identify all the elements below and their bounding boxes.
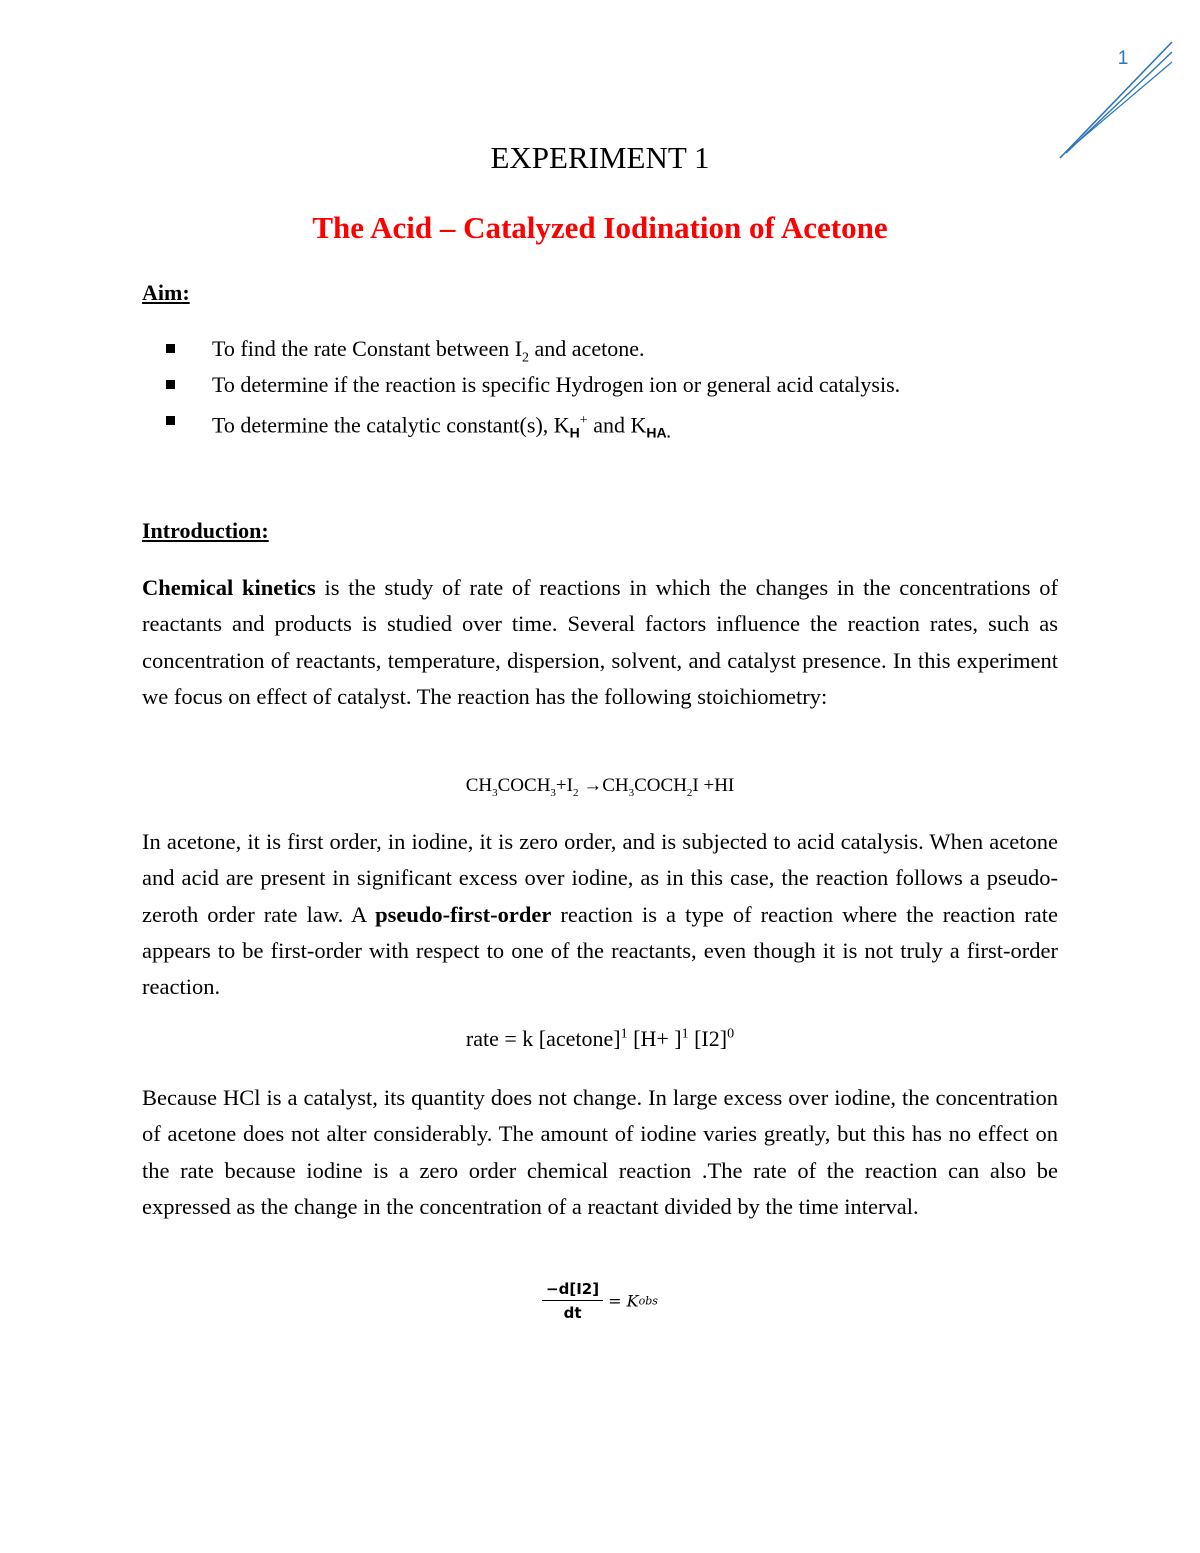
page-number: 1 <box>1117 48 1129 69</box>
eq-part: +I <box>555 775 573 796</box>
eq-sub: 2 <box>572 786 579 799</box>
bullet-icon <box>166 344 175 353</box>
bullet-icon <box>166 380 175 389</box>
eq-part: CH <box>465 775 493 796</box>
aim-text: To determine if the reaction is specific Hydrogen ion or general acid catalysis. <box>212 372 901 397</box>
aim-item <box>160 370 900 406</box>
numerator: −d[I2] <box>542 1280 603 1301</box>
subscript: HA. <box>646 424 671 441</box>
intro-paragraph-2 <box>142 824 1058 1005</box>
bold-term: Chemical kinetics <box>142 575 316 600</box>
bullet-icon <box>166 416 175 425</box>
subscript: 2 <box>522 350 530 366</box>
aim-text: and K <box>587 412 647 438</box>
aim-item <box>160 406 900 442</box>
equals: = <box>603 1291 627 1311</box>
aim-heading: Aim: <box>142 280 190 305</box>
eq-sup: 1 <box>620 1026 628 1042</box>
paragraph-text: reaction is a type of reaction where the reaction rate appears to be first-order with respect to one of the reactants, even though it is not truly a first-order reaction. <box>142 901 1058 1000</box>
aim-list <box>160 334 900 442</box>
intro-paragraph-3: Because HCl is a catalyst, its quantity does not change. In large excess over iodine, the concentration of acetone does not alter considerably. The amount of iodine varies greatly, but this has no effect on the rate because iodine is a zero order chemical reaction .The rate of the reaction can also be expressed as the change in the concentration of a reactant divided by the time interval. <box>142 1085 1058 1219</box>
k-obs: K <box>626 1291 639 1311</box>
eq-part: I +HI <box>692 775 735 796</box>
experiment-title: EXPERIMENT 1 <box>490 140 710 175</box>
eq-part: CH <box>602 775 629 796</box>
eq-sub: 3 <box>492 786 498 799</box>
eq-sub: 2 <box>686 786 693 799</box>
aim-item <box>160 334 900 370</box>
eq-part: [H+ ] <box>627 1026 682 1051</box>
eq-part: [I2] <box>688 1026 728 1051</box>
rate-law <box>0 1026 1200 1052</box>
aim-text: To find the rate Constant between I <box>212 336 523 361</box>
eq-sup: 0 <box>727 1026 735 1042</box>
experiment-subtitle: The Acid – Catalyzed Iodination of Acetone <box>312 210 888 245</box>
aim-text: To determine the catalytic constant(s), K <box>212 412 570 438</box>
k-obs-sub: obs <box>638 1294 658 1308</box>
eq-sup: 1 <box>681 1026 689 1042</box>
aim-text: and acetone. <box>529 336 645 361</box>
eq-part: rate = k [acetone] <box>465 1026 621 1051</box>
bold-term: pseudo-first-order <box>375 901 552 927</box>
subscript: H <box>569 424 580 441</box>
eq-sub: 3 <box>550 786 556 799</box>
denominator: dt <box>563 1304 582 1322</box>
arrow-icon: → <box>578 775 603 796</box>
paragraph-text: In acetone, it is first order, in iodine, it is zero order, and is subjected to acid catalysis. When acetone and acid are present in significant excess over iodine, as in this case, the reaction follows a pseudo-zeroth order rate law. A <box>142 829 1058 927</box>
eq-sub: 3 <box>628 786 635 799</box>
rate-formula <box>0 1280 1200 1322</box>
paragraph-text: is the study of rate of reactions in which the changes in the concentrations of reactants and products is studied over time. Several factors influence the reaction rates, such as concentration of reactants, temperature, dispersion, solvent, and catalyst presence. In this experiment we focus on effect of catalyst. The reaction has the following stoichiometry: <box>142 575 1058 709</box>
eq-part: COCH <box>497 775 551 796</box>
superscript: + <box>579 413 588 428</box>
reaction-equation <box>0 775 1200 799</box>
eq-part: COCH <box>634 775 687 796</box>
introduction-heading: Introduction: <box>142 518 269 543</box>
fraction <box>542 1280 603 1322</box>
intro-paragraph-1 <box>142 570 1058 715</box>
